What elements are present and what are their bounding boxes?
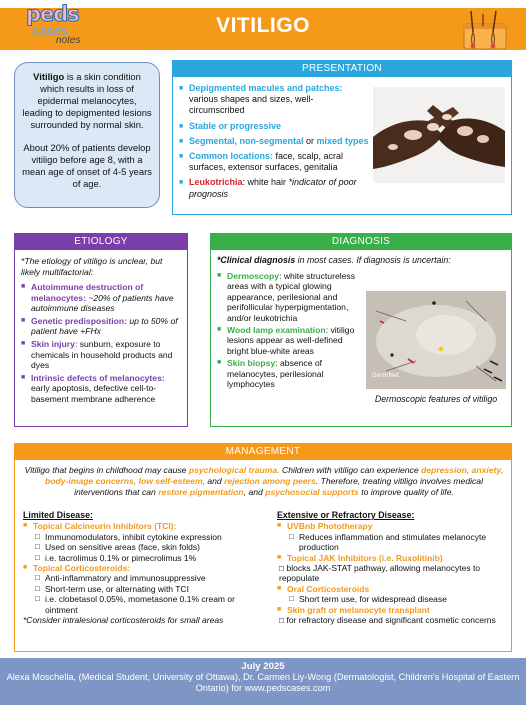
- phototherapy-heading: ■ UVBnb Phototherapy: [277, 521, 509, 531]
- diagnosis-intro: *Clinical diagnosis in most cases. If diagnosis is uncertain:: [217, 255, 451, 265]
- footer-credits: Alexa Moschella, (Medical Student, University of Ottawa), Dr. Carmen Liy-Wong (Dermatologist, Children's Hospital of Eastern Ontario) for www.pedscases.com: [6, 672, 520, 693]
- dermnet-watermark: DermNet: [372, 372, 400, 379]
- list-item: □ Anti-inflammatory and immunosuppressive: [23, 573, 263, 583]
- list-item: □ for refractory disease and significant cosmetic concerns: [279, 615, 496, 626]
- footer-date: July 2025: [241, 661, 285, 672]
- dermoscopy-caption: Dermoscopic features of vitiligo: [374, 394, 498, 404]
- list-item: ■ Dermoscopy: white structureless areas with a typical glowing appearance, perilesional and perifollicular hyperpigmentation, and/or leukotrichia: [217, 271, 363, 323]
- intralesional-note: *Consider intralesional corticosteroids for small areas: [23, 615, 224, 626]
- list-item: ■ Depigmented macules and patches: various shapes and sizes, well-circumscribed: [179, 83, 369, 117]
- pedscases-logo[interactable]: [20, 2, 88, 52]
- list-item: ■ Segmental, non-segmental or mixed types: [179, 136, 369, 147]
- list-item: □ Reduces inflammation and stimulates melanocyte production: [277, 532, 509, 553]
- list-item: □ Short term use, for widespread disease: [277, 594, 509, 604]
- logo-sub: cases: [32, 23, 69, 38]
- list-item: ■ Wood lamp examination: vitiligo lesions appear as well-defined bright blue-white areas: [217, 325, 363, 356]
- skin-graft-heading: ■ Skin graft or melanocyte transplant: [277, 605, 509, 615]
- hands-vitiligo-photo: [373, 87, 505, 183]
- management-intro: Vitiligo that begins in childhood may cause psychological trauma. Children with vitiligo can experience depression, anxiety, body-image concerns, low self-esteem, and rejection among peers. Therefore, treating vitiligo involves medical interventions that can restore pigmentation, and psychosocial supports to improve quality of life.: [24, 465, 504, 497]
- list-item: ■ Genetic predisposition: up to 50% of patient have +FHx: [21, 316, 185, 337]
- etiology-intro: *The etiology of vitiligo is unclear, but likely multifactorial:: [21, 256, 163, 277]
- intro-callout: [14, 62, 160, 208]
- presentation-section: [172, 60, 512, 215]
- diagnosis-header: DIAGNOSIS: [211, 234, 511, 250]
- list-item: ■ Autoimmune destruction of melanocytes: ~20% of patients have autoimmune diseases: [21, 282, 185, 314]
- dermoscopy-photo: [366, 291, 506, 389]
- etiology-section: [14, 233, 188, 427]
- extensive-disease-title: Extensive or Refractory Disease:: [277, 510, 415, 520]
- management-header: MANAGEMENT: [15, 444, 511, 460]
- list-item: □ i.e. tacrolimus 0.1% or pimecrolimus 1%: [23, 553, 263, 563]
- list-item: □ i.e. clobetasol 0.05%, mometasone 0.1% cream or ointment: [23, 594, 263, 615]
- etiology-list: [21, 282, 185, 407]
- limited-disease-column: [23, 510, 263, 625]
- list-item: ■ Intrinsic defects of melanocytes: early apoptosis, defective cell-to-basement membrane adherence: [21, 373, 185, 405]
- list-item: ■ Stable or progressive: [179, 121, 369, 132]
- list-item: □ Used on sensitive areas (face, skin folds): [23, 542, 263, 552]
- page-title: VITILIGO: [216, 14, 310, 37]
- management-section: [14, 443, 512, 652]
- list-item: ■ Leukotrichia: white hair *indicator of poor prognosis: [179, 177, 369, 199]
- list-item: ■ Skin biopsy: absence of melanocytes, perilesional lymphocytes: [217, 358, 363, 389]
- etiology-header: ETIOLOGY: [15, 234, 187, 250]
- diagnosis-section: [210, 233, 512, 427]
- extensive-disease-column: [277, 510, 509, 625]
- list-item: ■ Skin injury: sunburn, exposure to chemicals in household products and dyes: [21, 339, 185, 371]
- limited-disease-title: Limited Disease:: [23, 510, 93, 520]
- list-item: □ blocks JAK-STAT pathway, allowing melanocytes to repopulate: [279, 563, 481, 584]
- footer: [0, 658, 526, 705]
- hair-follicle-icon: [463, 8, 507, 50]
- corticosteroids-heading: ■ Topical Corticosteroids:: [23, 563, 263, 573]
- intro-paragraph-1: Vitiligo is a skin condition which results in loss of epidermal melanocytes, leading to depigmented lesions surrounded by normal skin.: [22, 71, 152, 130]
- oral-corticosteroids-heading: ■ Oral Corticosteroids: [277, 584, 509, 594]
- presentation-list: [179, 83, 369, 204]
- tci-heading: ■ Topical Calcineurin Inhibitors (TCI):: [23, 521, 263, 531]
- list-item: ■ Common locations: face, scalp, acral surfaces, extensor surfaces, genitalia: [179, 151, 369, 173]
- list-item: □ Short-term use, or alternating with TCI: [23, 584, 263, 594]
- jak-inhibitors-heading: ■ Topical JAK Inhibitors (i.e. Ruxolitinib): [277, 553, 509, 563]
- diagnosis-list: [217, 271, 363, 391]
- logo-tag: notes: [56, 35, 81, 46]
- presentation-header: PRESENTATION: [173, 61, 511, 77]
- intro-paragraph-2: About 20% of patients develop vitiligo before age 8, with a mean age of onset of 4-5 years of age.: [22, 142, 152, 189]
- list-item: □ Immunomodulators, inhibit cytokine expression: [23, 532, 263, 542]
- logo-brand: peds: [26, 2, 79, 26]
